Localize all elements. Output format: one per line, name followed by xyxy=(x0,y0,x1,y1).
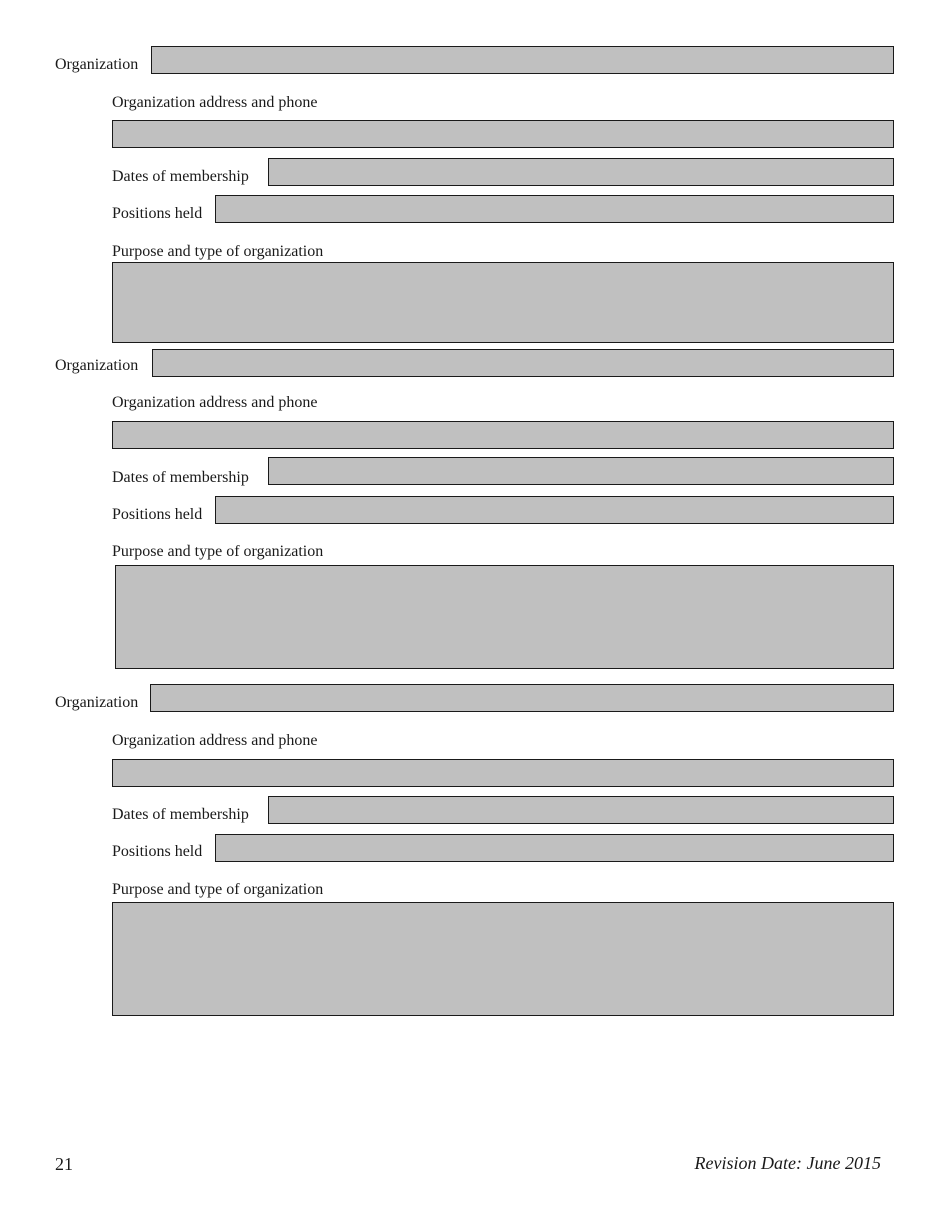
organization-field[interactable] xyxy=(152,349,894,377)
dates-membership-label: Dates of membership xyxy=(112,806,249,823)
address-phone-label: Organization address and phone xyxy=(112,94,318,111)
organization-label: Organization xyxy=(55,694,139,711)
dates-membership-field[interactable] xyxy=(268,457,894,485)
purpose-type-field[interactable] xyxy=(112,262,894,343)
positions-held-field[interactable] xyxy=(215,195,894,223)
address-phone-label: Organization address and phone xyxy=(112,394,318,411)
purpose-type-label: Purpose and type of organization xyxy=(112,243,324,260)
organization-label: Organization xyxy=(55,357,139,374)
positions-held-label: Positions held xyxy=(112,843,203,860)
purpose-type-label: Purpose and type of organization xyxy=(112,543,324,560)
address-phone-field[interactable] xyxy=(112,120,894,148)
organization-field[interactable] xyxy=(151,46,894,74)
purpose-type-field[interactable] xyxy=(115,565,894,669)
address-phone-field[interactable] xyxy=(112,421,894,449)
organization-field[interactable] xyxy=(150,684,894,712)
dates-membership-label: Dates of membership xyxy=(112,168,249,185)
positions-held-field[interactable] xyxy=(215,496,894,524)
address-phone-label: Organization address and phone xyxy=(112,732,318,749)
positions-held-label: Positions held xyxy=(112,205,203,222)
page-number: 21 xyxy=(55,1154,73,1174)
revision-date: Revision Date: June 2015 xyxy=(694,1153,881,1173)
dates-membership-label: Dates of membership xyxy=(112,469,249,486)
positions-held-field[interactable] xyxy=(215,834,894,862)
positions-held-label: Positions held xyxy=(112,506,203,523)
dates-membership-field[interactable] xyxy=(268,158,894,186)
dates-membership-field[interactable] xyxy=(268,796,894,824)
organization-label: Organization xyxy=(55,56,139,73)
purpose-type-label: Purpose and type of organization xyxy=(112,881,324,898)
address-phone-field[interactable] xyxy=(112,759,894,787)
purpose-type-field[interactable] xyxy=(112,902,894,1016)
